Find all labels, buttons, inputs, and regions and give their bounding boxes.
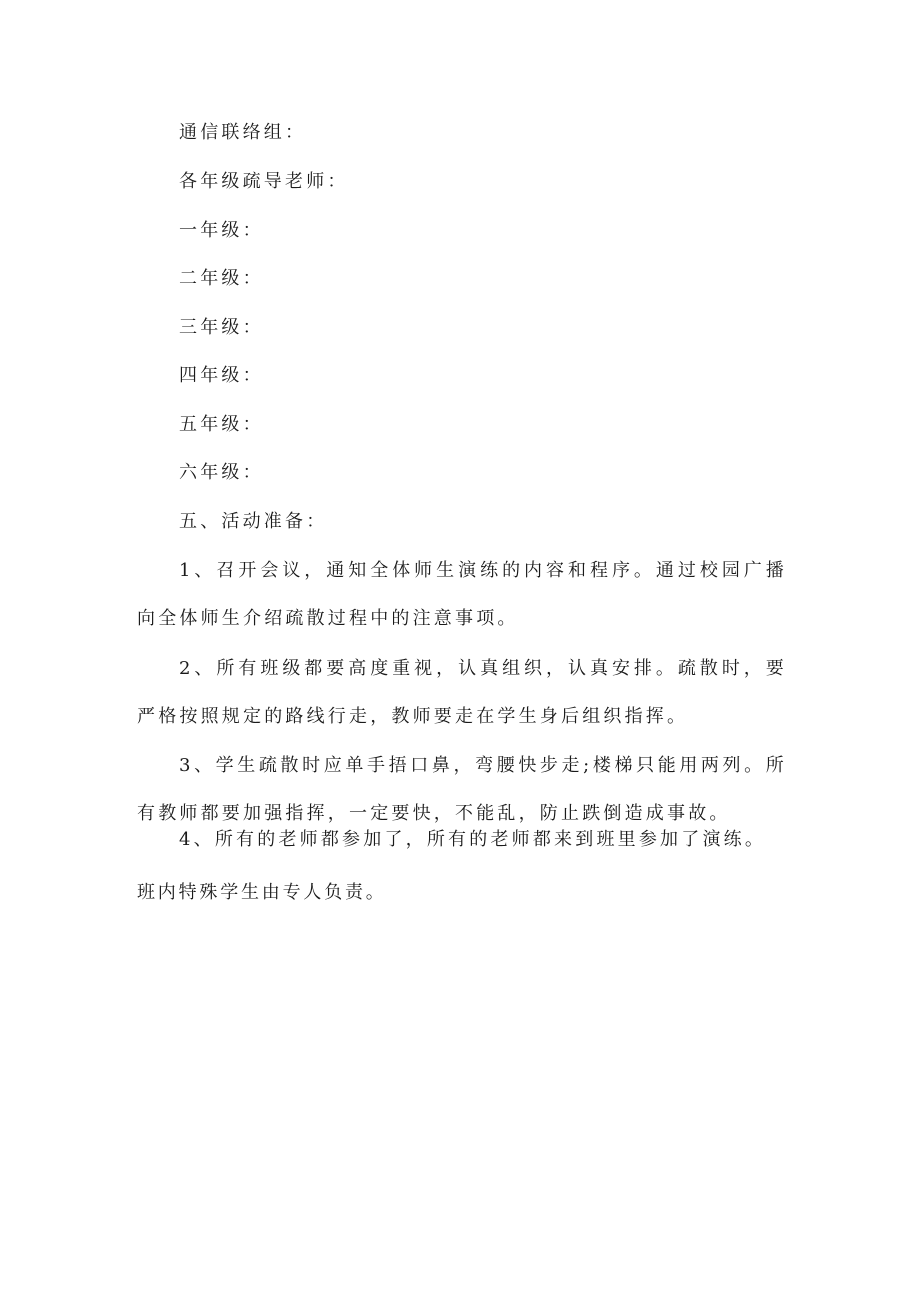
heading-communication-group: 通信联络组： (179, 122, 307, 143)
grade-4-label: 四年级： (179, 365, 264, 386)
closing-line: 班内特殊学生由专人负责。 (137, 882, 387, 903)
paragraph-item-2: 2、所有班级都要高度重视，认真组织，认真安排。疏散时，要严格按照规定的路线行走，教师要走在学生身后组织指挥。 (137, 658, 787, 727)
heading-grade-guide-teachers: 各年级疏导老师： (179, 171, 349, 192)
grade-1-label: 一年级： (179, 220, 264, 241)
grade-2-label: 二年级： (179, 268, 264, 289)
grade-3-label: 三年级： (179, 317, 264, 338)
paragraph-item-1: 1、召开会议，通知全体师生演练的内容和程序。通过校园广播向全体师生介绍疏散过程中的注意事项。 (137, 560, 787, 629)
grade-5-label: 五年级： (179, 414, 264, 435)
grade-6-label: 六年级： (179, 462, 264, 483)
paragraph-item-4: 4、所有的老师都参加了，所有的老师都来到班里参加了演练。 (179, 829, 767, 850)
paragraph-item-3: 3、学生疏散时应单手捂口鼻，弯腰快步走;楼梯只能用两列。所有教师都要加强指挥，一定要快，不能乱，防止跌倒造成事故。 (137, 755, 787, 824)
section-heading-preparation: 五、活动准备： (179, 511, 328, 532)
